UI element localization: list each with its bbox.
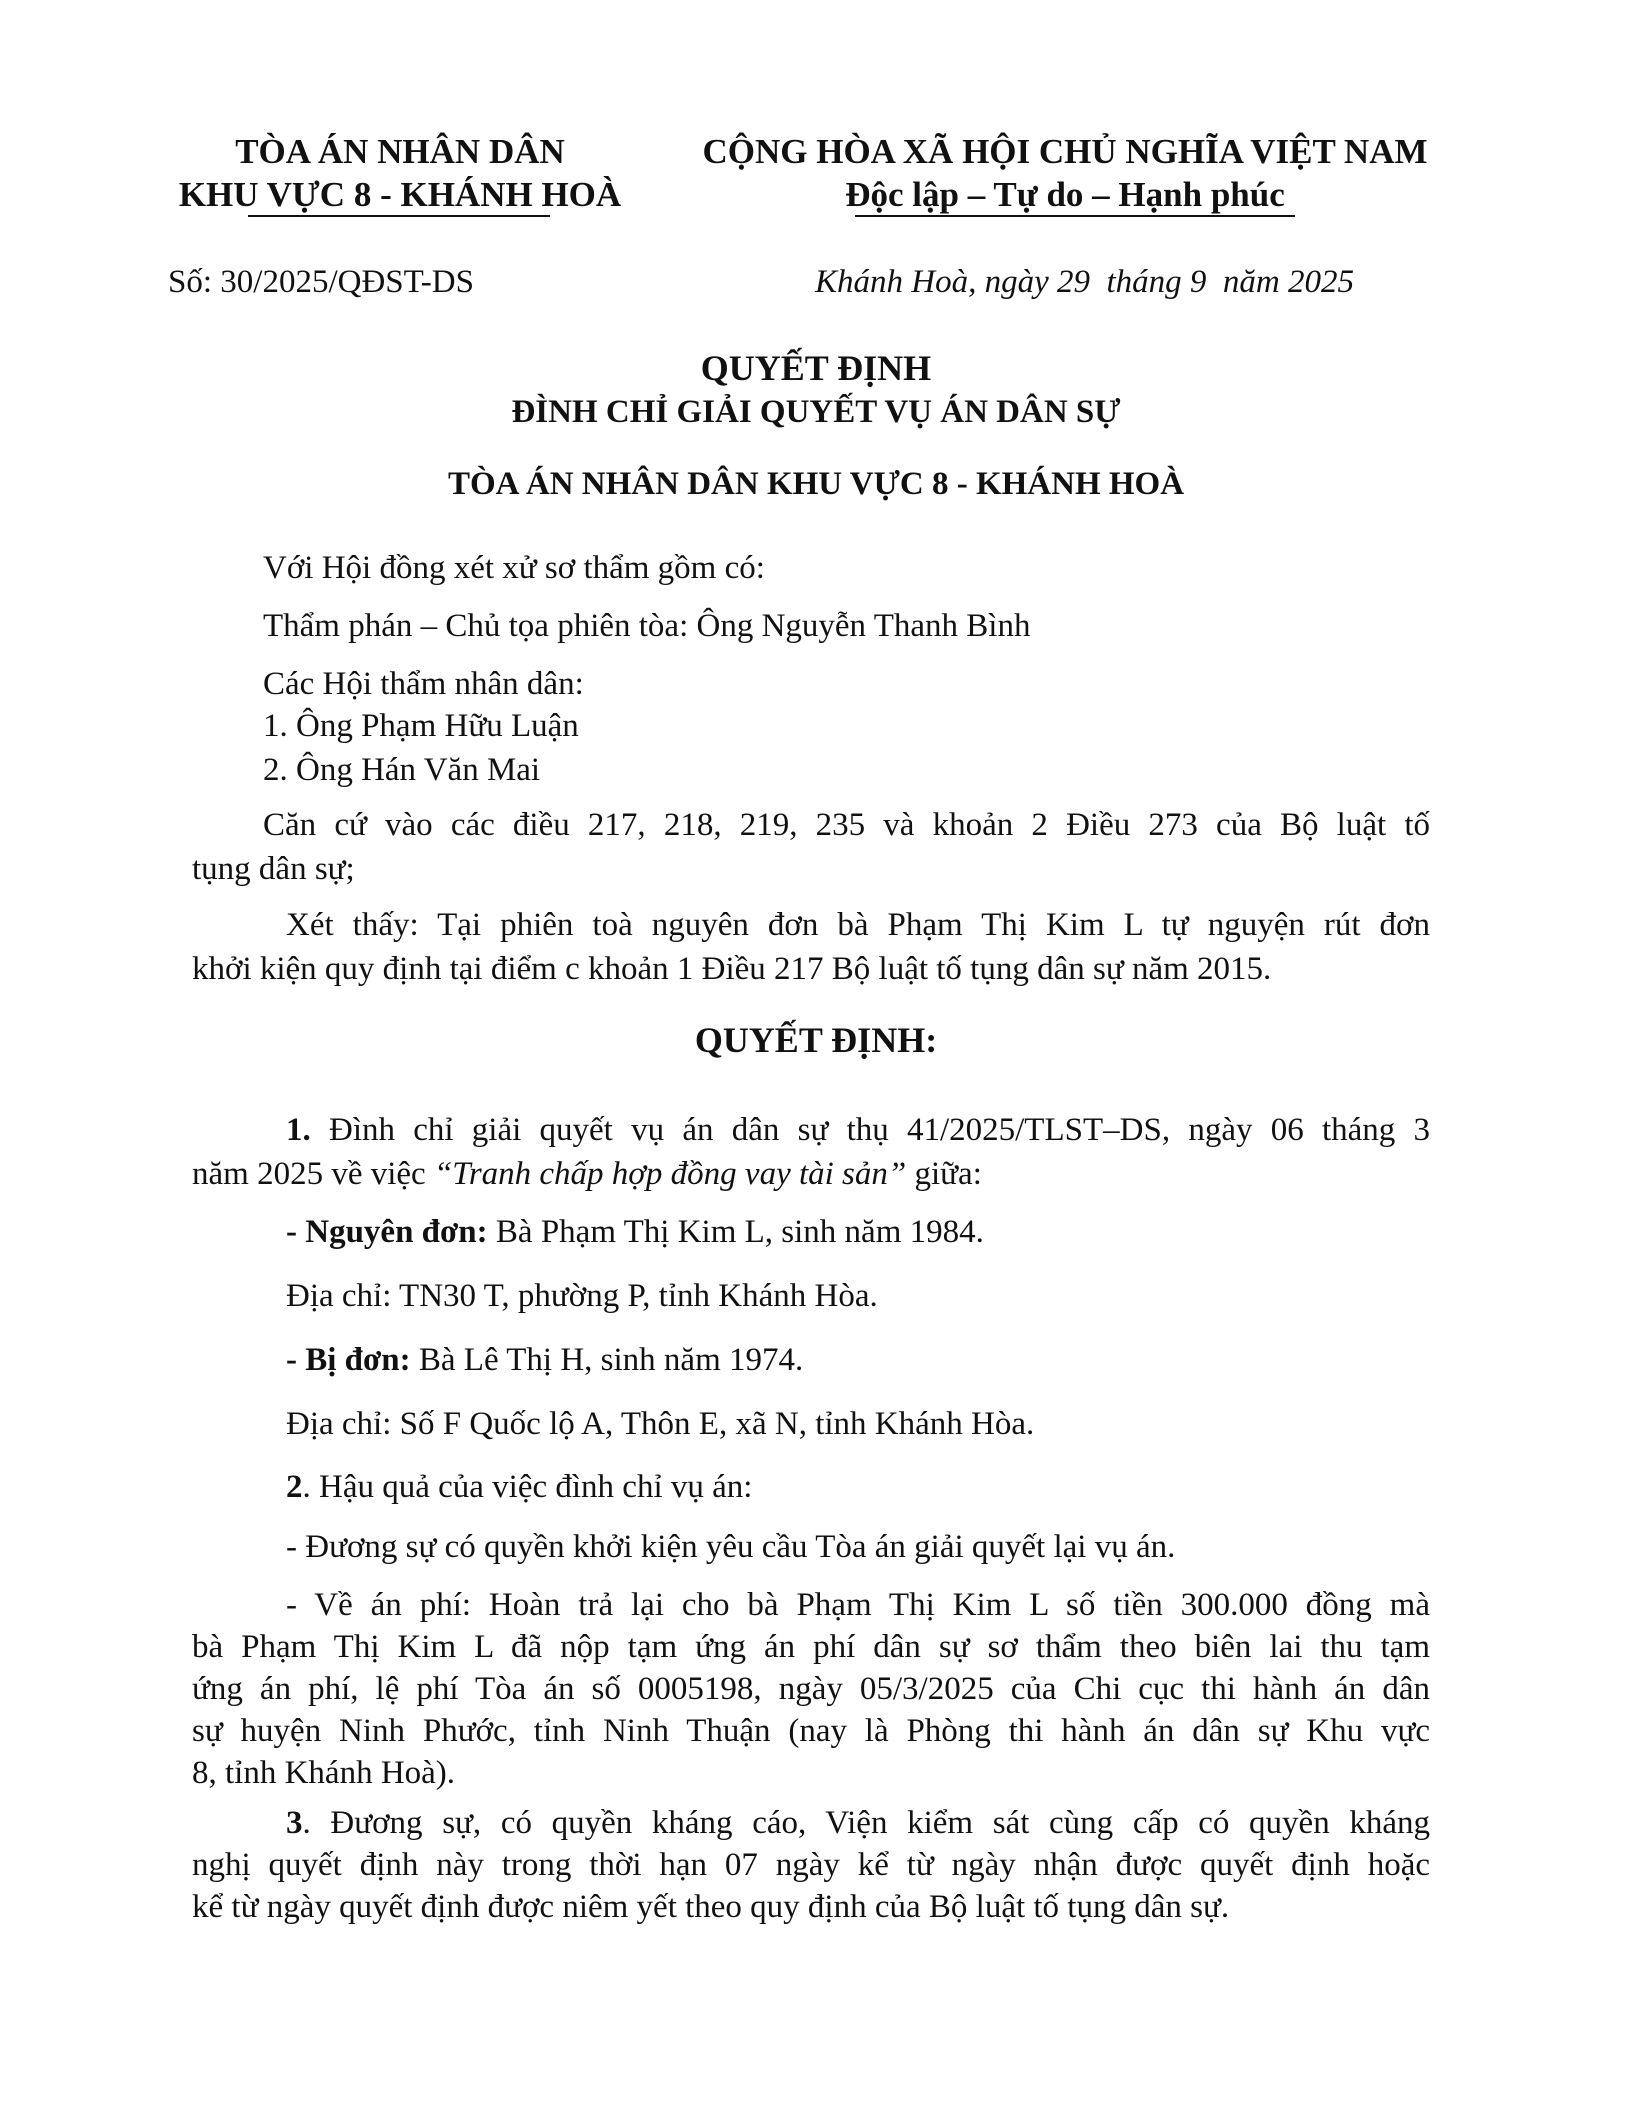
item-3-line: nghị quyết định này trong thời hạn 07 ngày kể từ ngày nhận được quyết định hoặc: [192, 1847, 1430, 1883]
presiding-judge: Thẩm phán – Chủ tọa phiên tòa: Ông Nguyễn Thanh Bình: [263, 608, 1031, 644]
place-and-date: Khánh Hoà, ngày 29 tháng 9 năm 2025: [815, 264, 1354, 300]
document-title: QUYẾT ĐỊNH: [700, 348, 932, 388]
court-name-line2: KHU VỰC 8 - KHÁNH HOÀ: [178, 175, 622, 214]
item-1-line: [192, 1152, 1430, 1196]
court-fee-line: sự huyện Ninh Phước, tỉnh Ninh Thuận (nay là Phòng thi hành án dân sự Khu vực: [192, 1713, 1430, 1749]
item-2-heading: [286, 1467, 752, 1507]
item-1-text-a: năm 2025 về việc: [192, 1156, 426, 1192]
item-1-number: 1.: [286, 1112, 311, 1148]
court-fee-line: ứng án phí, lệ phí Tòa án số 0005198, ngày 05/3/2025 của Chi cục thi hành án dân: [192, 1671, 1430, 1707]
plaintiff-label: - Nguyên đơn:: [286, 1214, 488, 1250]
court-name-line1: TÒA ÁN NHÂN DÂN: [235, 132, 565, 171]
item-3-number: 3: [286, 1805, 303, 1841]
right-to-resue: - Đương sự có quyền khởi kiện yêu cầu Tòa án giải quyết lại vụ án.: [286, 1529, 1176, 1565]
item-3-text: . Đương sự, có quyền kháng cáo, Viện kiểm sát cùng cấp có quyền kháng: [302, 1805, 1430, 1841]
decision-item-1: [192, 1108, 1430, 1196]
item-2-number: 2: [286, 1469, 303, 1505]
item-3-line: [192, 1802, 1430, 1844]
jurors-label: Các Hội thẩm nhân dân:: [263, 666, 584, 702]
legal-basis-line: Căn cứ vào các điều 217, 218, 219, 235 và khoản 2 Điều 273 của Bộ luật tố: [263, 807, 1430, 843]
juror-1: 1. Ông Phạm Hữu Luận: [263, 708, 579, 744]
decision-heading: QUYẾT ĐỊNH:: [694, 1020, 938, 1060]
court-fee-line: 8, tỉnh Khánh Hoà).: [192, 1755, 456, 1791]
defendant-address: Địa chỉ: Số F Quốc lộ A, Thôn E, xã N, tỉnh Khánh Hòa.: [286, 1406, 1035, 1442]
court-fee-paragraph: [192, 1584, 1430, 1794]
finding: [192, 903, 1430, 991]
item-3-line: kể từ ngày quyết định được niêm yết theo quy định của Bộ luật tố tụng dân sự.: [192, 1889, 1230, 1925]
court-fee-line: bà Phạm Thị Kim L đã nộp tạm ứng án phí dân sự sơ thẩm theo biên lai thu tạm: [192, 1629, 1430, 1665]
defendant-info: Bà Lê Thị H, sinh năm 1974.: [418, 1342, 804, 1378]
finding-line: Xét thấy: Tại phiên toà nguyên đơn bà Phạm Thị Kim L tự nguyện rút đơn: [286, 907, 1430, 943]
finding-line: khởi kiện quy định tại điểm c khoản 1 Điều 217 Bộ luật tố tụng dân sự năm 2015.: [192, 951, 1272, 987]
item-1-line: [192, 1108, 1430, 1152]
national-title: CỘNG HÒA XÃ HỘI CHỦ NGHĨA VIỆT NAM: [702, 132, 1428, 171]
plaintiff-address: Địa chỉ: TN30 T, phường P, tỉnh Khánh Hòa.: [286, 1278, 878, 1314]
plaintiff: [286, 1212, 984, 1252]
issuing-court: TÒA ÁN NHÂN DÂN KHU VỰC 8 - KHÁNH HOÀ: [447, 466, 1185, 502]
legal-basis: [192, 803, 1430, 891]
court-name-underline: [248, 215, 550, 217]
item-1-text-b: giữa:: [914, 1156, 982, 1192]
document-number: Số: 30/2025/QĐST-DS: [168, 264, 474, 300]
plaintiff-info: Bà Phạm Thị Kim L, sinh năm 1984.: [495, 1214, 984, 1250]
case-subject: “Tranh chấp hợp đồng vay tài sản”: [433, 1156, 907, 1192]
legal-basis-line: tụng dân sự;: [192, 851, 355, 887]
panel-intro: Với Hội đồng xét xử sơ thẩm gồm có:: [263, 550, 765, 586]
national-motto: Độc lập – Tự do – Hạnh phúc: [845, 175, 1285, 214]
defendant-label: - Bị đơn:: [286, 1342, 411, 1378]
item-1-text: Đình chỉ giải quyết vụ án dân sự thụ 41/2025/TLST–DS, ngày 06 tháng 3: [329, 1112, 1430, 1148]
juror-2: 2. Ông Hán Văn Mai: [263, 752, 541, 788]
document-subtitle: ĐÌNH CHỈ GIẢI QUYẾT VỤ ÁN DÂN SỰ: [511, 394, 1121, 430]
item-2-title: . Hậu quả của việc đình chỉ vụ án:: [302, 1469, 753, 1505]
defendant: [286, 1340, 803, 1380]
decision-item-3: [192, 1802, 1430, 1928]
court-fee-line: - Về án phí: Hoàn trả lại cho bà Phạm Thị Kim L số tiền 300.000 đồng mà: [286, 1587, 1430, 1623]
national-motto-underline: [855, 215, 1295, 217]
